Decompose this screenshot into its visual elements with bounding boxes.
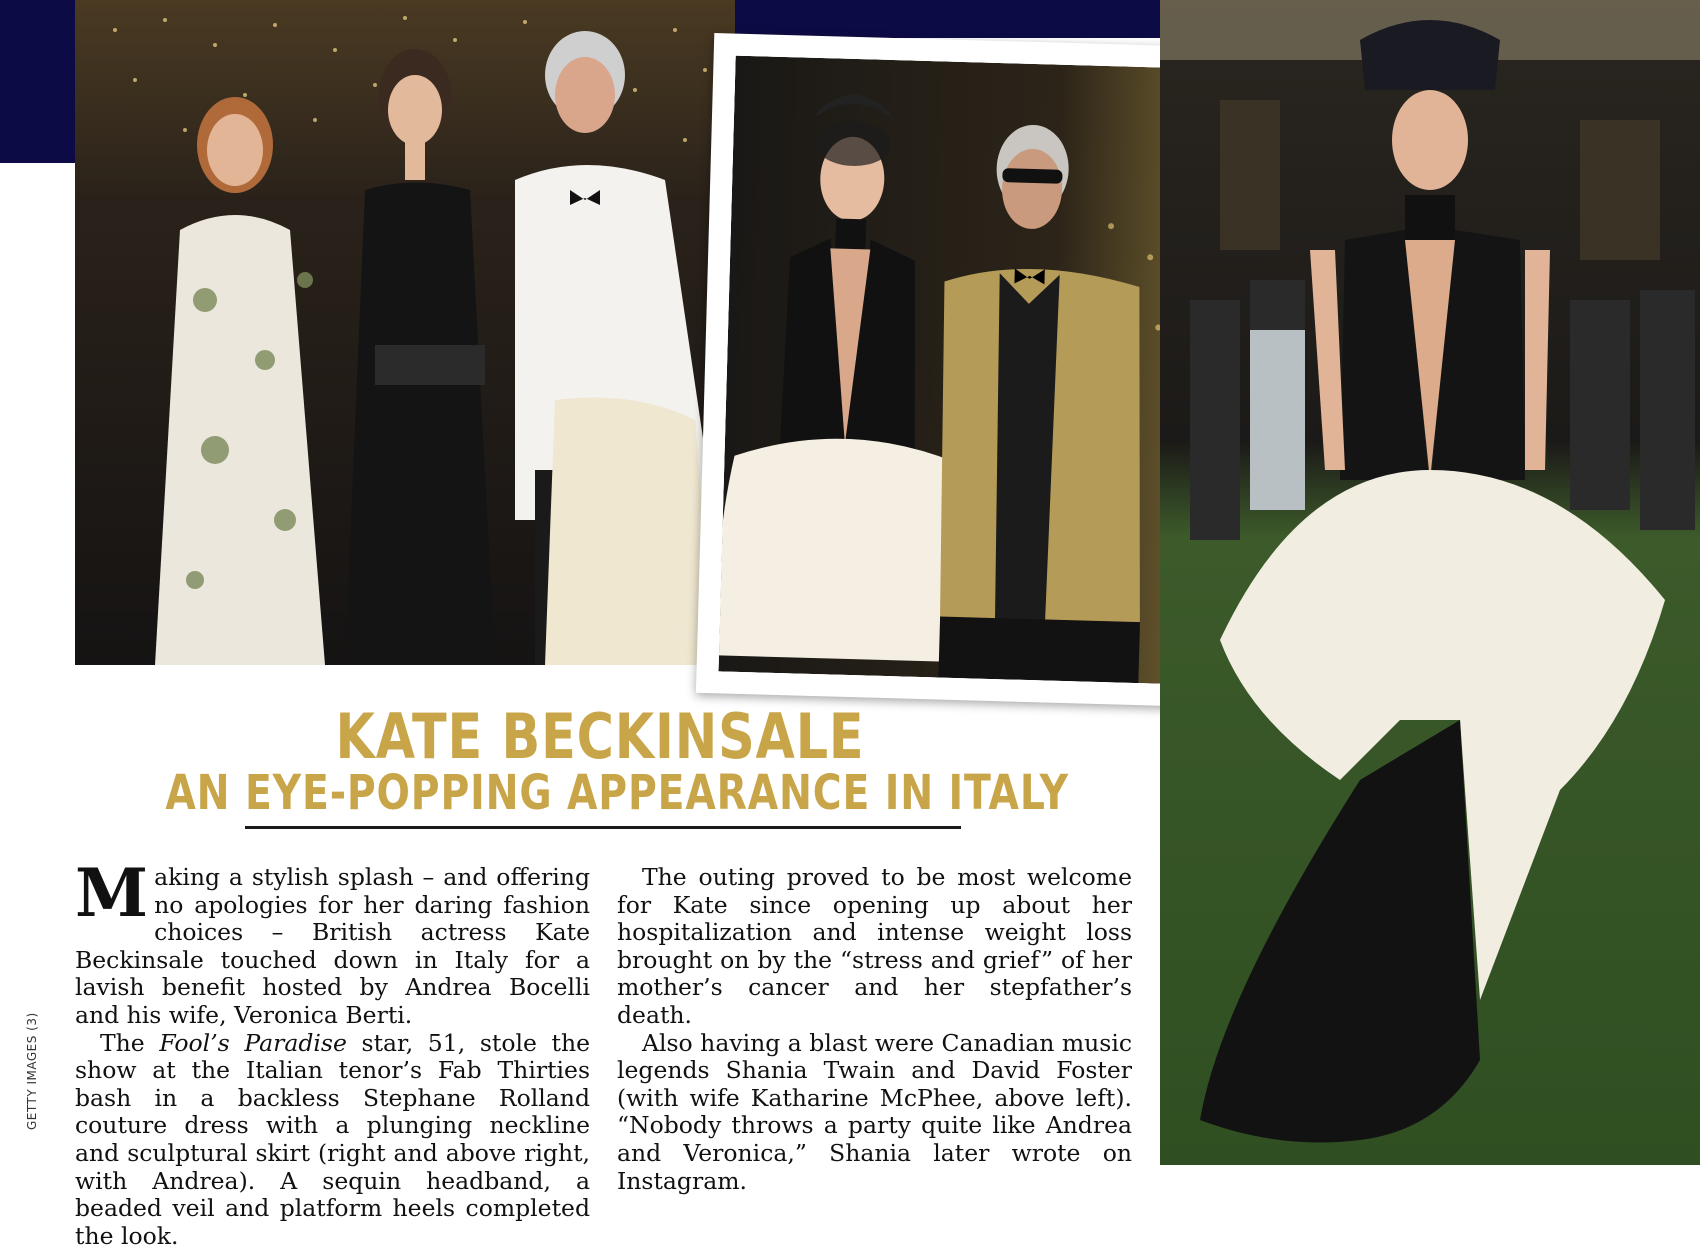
article-column-1	[75, 854, 591, 1250]
headline-subtitle: AN EYE-POPPING APPEARANCE IN ITALY	[165, 765, 1069, 821]
dropcap: M	[75, 854, 149, 932]
headline-name: KATE BECKINSALE	[335, 700, 865, 773]
paragraph-4: Also having a blast were Canadian music legends Shania Twain and David Foster (with wife Katharine McPhee, above left). “Nobody throws a party quite like Andrea and Veronica,” Shania later wrote on Instagram.	[617, 1028, 1132, 1195]
paragraph-3: The outing proved to be most welcome for Kate since opening up about her hospitalization and intense weight loss brought on by the “stress and grief” of her mother’s cancer and her stepfather’s death.	[617, 863, 1132, 1029]
photo-credit: GETTY IMAGES (3)	[25, 1012, 39, 1130]
photo-kate-full-length	[1160, 0, 1700, 1165]
paragraph-2-prefix: The	[100, 1028, 160, 1057]
headline-rule	[245, 826, 961, 829]
paragraph-1-text: aking a stylish splash – and offering no apologies for her daring fashion choices – British actress Kate Beckinsale touched down in Italy for a lavish benefit hosted by Andrea Bocelli and his wife, Veronica Berti.	[75, 863, 590, 1029]
article-column-2	[617, 864, 1132, 1195]
photo-group-shot	[75, 0, 735, 665]
photo-kate-with-andrea	[718, 56, 1201, 685]
navy-block-top	[735, 0, 1160, 38]
paragraph-2	[75, 1030, 590, 1250]
navy-block-left	[0, 0, 75, 163]
photo-polaroid-frame	[696, 33, 1224, 707]
paragraph-2-text: star, 51, stole the show at the Italian tenor’s Fab Thirties bash in a backless Stephane Rolland couture dress with a plunging neckline and sculptural skirt (right and above right, with Andrea). A sequin headband, a beaded veil and platform heels completed the look.	[75, 1028, 591, 1250]
movie-title: Fool’s Paradise	[159, 1028, 347, 1057]
paragraph-1	[75, 854, 590, 1030]
